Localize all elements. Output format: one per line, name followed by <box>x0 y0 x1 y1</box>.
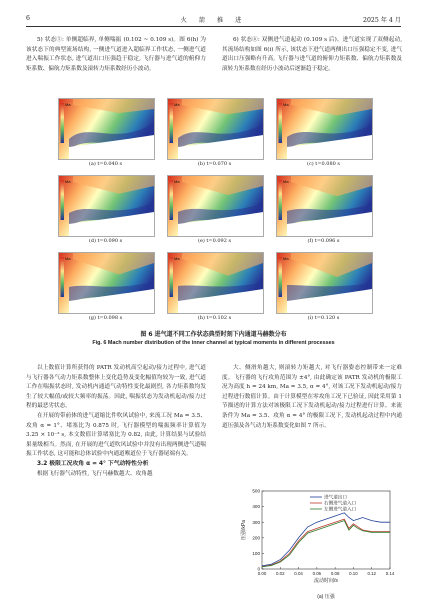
colorbar-label: Ma <box>65 256 71 261</box>
panel-caption: (c) t=0.080 s <box>307 161 340 167</box>
y-tick-label: 400 <box>252 504 260 510</box>
x-tick-label: 0.02 <box>276 571 285 576</box>
figure-caption-en: Fig. 6 Mach number distribution of the inner channel at typical moments in different processes <box>92 340 335 346</box>
mach-contour-image <box>58 252 155 314</box>
series-line <box>262 519 390 567</box>
figure-panel <box>58 98 153 168</box>
mach-contour-image <box>58 175 155 237</box>
journal-title: 火 箭 推 进 <box>180 17 247 24</box>
paragraph-tail: 根据飞行器气动特性, 飞行马赫数越大、攻角越 <box>37 470 153 477</box>
colorbar-label: Ma <box>283 179 289 184</box>
colorbar-label: Ma <box>65 179 71 184</box>
panel-caption: (e) t=0.092 s <box>197 238 232 244</box>
mach-contour-image <box>276 98 373 160</box>
paragraph-results: 以上数值计算所获得的 PATR 发动机高空起动/接力过程中, 进气道与飞行器各气动力矩系数整体上变化趋势及变化幅值均较为一致, 进气道工作在喘振状态时, 发动机内通道气动特性变化最剧烈, 各力矩系数均发生了较大幅值/或较大频率的振荡。因此, 喘振状态为发动机起动/接力过程的最恶劣状态。 <box>26 365 206 410</box>
colorbar-label: Ma <box>283 256 289 261</box>
y-tick-label: 100 <box>252 551 260 556</box>
mach-contour-image <box>167 98 264 160</box>
colorbar-label: Ma <box>174 256 180 261</box>
figure-panel <box>276 98 371 168</box>
panel-caption: (a) t=0.040 s <box>88 161 123 167</box>
figure-panel <box>167 98 262 168</box>
x-tick-label: 0.06 <box>312 571 322 576</box>
mach-contour-image <box>58 98 155 160</box>
x-tick-label: 0.08 <box>330 571 340 576</box>
figure-panel <box>58 175 153 245</box>
x-axis-label: 流动时间/s <box>314 578 338 584</box>
legend-label: 左侧进气道入口 <box>324 506 357 512</box>
x-tick-label: 0.04 <box>294 571 303 576</box>
panel-caption: (g) t=0.098 s <box>88 315 123 321</box>
colorbar-label: Ma <box>174 179 180 184</box>
pressure-chart <box>238 487 400 601</box>
x-tick-label: 0.12 <box>367 571 376 576</box>
colorbar-label: Ma <box>174 102 180 107</box>
paragraph-test: 在开展的带前体的进气道缩比件吹风试验中, 来流工况 Ma = 3.5、攻角 α = 1°、堵塞比为 0.875 时, 飞行器模型的喘振频率计算值为 3.25 × 10⁻² s, 本文数值计算堵塞比为 0.82, 由此, 计算结果与试验结果量级相当。然而, 在开展的进气道吹风试验中并没有出现两侧进气道喘振工作状态, 这可能和总体试验中内通道喉道位于飞行器尾端有关。 <box>26 412 206 458</box>
paragraph-limit-case: 大、侧滑角越大, 则滚转力矩越大, 对飞行器姿态控制带来一定难度。飞行器的飞行攻角范围为 ±4°, 由此确定该 PATR 发动机的极限工况为高度 h = 24 km, Ma = 3.5, α = 4°, 对该工况下发动机起动/接力过程进行数值计算。由于计算模型在零攻角工况下已验证, 因此采用第 1 节描述的计算方法对该极限工况下发动机起动/接力过程进行计算。来流条件为 Ma = 3.5、攻角 α = 4° 的极限工况下, 发动机起动过程中内通道压强及各气动力矩系数变化如图 7 所示。 <box>222 365 402 429</box>
colorbar-label: Ma <box>65 102 71 107</box>
figure-panel <box>58 252 153 322</box>
running-header <box>26 14 401 27</box>
y-tick-label: 0 <box>257 566 260 572</box>
panel-caption: (f) t=0.096 s <box>307 238 340 244</box>
x-tick-label: 0.00 <box>257 571 267 576</box>
page-number: 6 <box>26 15 30 22</box>
panel-caption: (b) t=0.070 s <box>197 161 232 167</box>
colorbar-label: Ma <box>283 102 289 107</box>
x-tick-label: 0.14 <box>385 571 395 576</box>
panel-caption: (d) t=0.090 s <box>88 238 123 244</box>
mach-contour-image <box>167 252 264 314</box>
panel-caption: (i) t=0.120 s <box>307 315 340 321</box>
figure-panel <box>167 252 262 322</box>
legend-label: 右侧进气道入口 <box>324 500 357 506</box>
paragraph-state5: 5) 状态⑤: 单侧超临界, 单侧喘振 (0.102 ~ 0.109 s)。图 6(h) 为该状态下的典型流场结构, 一侧进气道进入超临界工作状态, 一侧进气道进入喘振工作状态, 进气道出口压强趋于稳定, 飞行器与进气道的俯仰力矩系数、偏航力矩系数及滚转力矩系数经历小波动。 <box>26 37 206 72</box>
series-line <box>262 513 390 566</box>
series-line <box>262 521 390 567</box>
figure-panel <box>276 175 371 245</box>
mach-contour-image <box>276 175 373 237</box>
left-column-top <box>26 36 206 74</box>
legend-label: 进气道出口 <box>324 494 347 500</box>
mach-contour-image <box>167 175 264 237</box>
issue-date: 2025 年 4 月 <box>363 17 401 24</box>
y-tick-label: 500 <box>252 488 260 494</box>
y-axis-label: 压强/kPa <box>241 519 247 541</box>
paragraph-state6: 6) 状态⑥: 双侧进气道起动 (0.109 s 后)。进气道实现了双侧起动, 其流场结构如图 6(i) 所示, 该状态下进气道两侧出口压强稳定不变, 进气道出口压强略有升高, 飞行器与进气道的俯仰力矩系数、偏航力矩系数及滚转力矩系数在经历小波动后逐渐趋于稳定。 <box>222 37 402 72</box>
right-column-bottom <box>222 364 402 431</box>
figure-panel <box>276 252 371 322</box>
chart-subcaption: (a) 压强 <box>317 594 335 600</box>
right-column-top <box>222 36 402 74</box>
x-tick-label: 0.10 <box>349 571 358 576</box>
left-column-bottom <box>26 364 206 479</box>
section-heading: 3.2 极限工况攻角 α = 4° 下气动特性分析 <box>37 460 149 467</box>
y-tick-label: 300 <box>252 519 260 525</box>
y-tick-label: 200 <box>252 535 260 541</box>
figure-panel <box>167 175 262 245</box>
mach-contour-image <box>276 252 373 314</box>
figure-caption-cn: 图 6 进气道不同工作状态典型时刻下内通道马赫数分布 <box>140 331 287 338</box>
panel-caption: (h) t=0.102 s <box>197 315 232 321</box>
